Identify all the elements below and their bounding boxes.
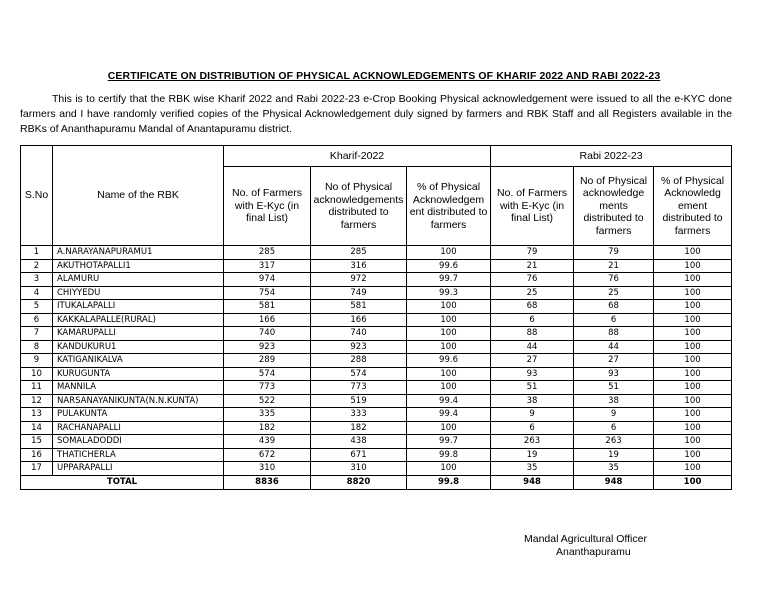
cell-sno: 3	[21, 273, 53, 287]
signature-title: Mandal Agricultural Officer	[524, 533, 647, 545]
cell-sno: 7	[21, 327, 53, 341]
cell-rabi-farmers: 88	[491, 327, 574, 341]
cell-kharif-farmers: 285	[224, 246, 311, 260]
cell-rbk-name: KAKKALAPALLE(RURAL)	[53, 313, 224, 327]
signature-place: Ananthapuramu	[556, 546, 631, 558]
cell-rabi-distributed: 76	[574, 273, 654, 287]
cell-rabi-distributed: 6	[574, 421, 654, 435]
cell-kharif-farmers: 740	[224, 327, 311, 341]
cell-rabi-distributed: 25	[574, 286, 654, 300]
header-kharif-farmers: No. of Farmers with E-Kyc (in final List)	[224, 167, 311, 246]
cell-kharif-distributed: 519	[311, 394, 407, 408]
cell-rabi-farmers: 35	[491, 462, 574, 476]
signature-block	[524, 533, 647, 559]
cell-kharif-percent: 100	[407, 462, 491, 476]
cell-kharif-farmers: 754	[224, 286, 311, 300]
cell-kharif-farmers: 439	[224, 435, 311, 449]
cell-sno: 16	[21, 448, 53, 462]
cell-sno: 6	[21, 313, 53, 327]
cell-rbk-name: KURUGUNTA	[53, 367, 224, 381]
cell-kharif-percent: 100	[407, 313, 491, 327]
intro-paragraph: This is to certify that the RBK wise Kharif 2022 and Rabi 2022-23 e-Crop Booking Physical acknowledgement were issued to all the e-KYC done farmers and I have randomly verified copies of the Physical Acknowledgement duly signed by farmers and RBK Staff and all Registers available in the RBKs of Ananthapuramu Mandal of Anantapuramu district.	[20, 93, 732, 135]
cell-rabi-percent: 100	[654, 435, 732, 449]
cell-rabi-farmers: 76	[491, 273, 574, 287]
cell-rbk-name: UPPARAPALLI	[53, 462, 224, 476]
cell-rabi-farmers: 25	[491, 286, 574, 300]
cell-kharif-farmers: 574	[224, 367, 311, 381]
cell-rabi-percent: 100	[654, 246, 732, 260]
cell-rabi-farmers: 21	[491, 259, 574, 273]
cell-rabi-percent: 100	[654, 259, 732, 273]
cell-kharif-percent: 99.3	[407, 286, 491, 300]
cell-kharif-percent: 100	[407, 367, 491, 381]
table-row	[21, 421, 732, 435]
total-rabi-distributed: 948	[574, 475, 654, 489]
cell-kharif-distributed: 288	[311, 354, 407, 368]
total-label: TOTAL	[21, 475, 224, 489]
cell-rbk-name: RACHANAPALLI	[53, 421, 224, 435]
cell-rabi-percent: 100	[654, 367, 732, 381]
cell-kharif-distributed: 923	[311, 340, 407, 354]
cell-rabi-farmers: 27	[491, 354, 574, 368]
cell-kharif-percent: 99.8	[407, 448, 491, 462]
cell-rabi-percent: 100	[654, 408, 732, 422]
cell-rbk-name: CHIYYEDU	[53, 286, 224, 300]
cell-rbk-name: AKUTHOTAPALLI1	[53, 259, 224, 273]
cell-rabi-percent: 100	[654, 421, 732, 435]
cell-rabi-farmers: 79	[491, 246, 574, 260]
cell-kharif-percent: 100	[407, 340, 491, 354]
table-row	[21, 435, 732, 449]
total-kharif-farmers: 8836	[224, 475, 311, 489]
cell-rabi-percent: 100	[654, 354, 732, 368]
cell-rabi-percent: 100	[654, 340, 732, 354]
table-body	[21, 246, 732, 490]
distribution-table	[20, 145, 732, 490]
cell-sno: 9	[21, 354, 53, 368]
cell-kharif-farmers: 581	[224, 300, 311, 314]
cell-kharif-farmers: 335	[224, 408, 311, 422]
cell-sno: 14	[21, 421, 53, 435]
total-rabi-percent: 100	[654, 475, 732, 489]
cell-sno: 12	[21, 394, 53, 408]
cell-sno: 11	[21, 381, 53, 395]
cell-kharif-distributed: 749	[311, 286, 407, 300]
cell-rbk-name: KANDUKURU1	[53, 340, 224, 354]
table-row	[21, 286, 732, 300]
cell-kharif-percent: 100	[407, 327, 491, 341]
cell-rabi-farmers: 38	[491, 394, 574, 408]
cell-kharif-percent: 99.4	[407, 408, 491, 422]
cell-rabi-farmers: 6	[491, 421, 574, 435]
cell-kharif-farmers: 974	[224, 273, 311, 287]
cell-rabi-distributed: 38	[574, 394, 654, 408]
cell-kharif-percent: 100	[407, 300, 491, 314]
cell-rbk-name: ALAMURU	[53, 273, 224, 287]
header-rabi-farmers: No. of Farmers with E-Kyc (in final List)	[491, 167, 574, 246]
cell-kharif-farmers: 289	[224, 354, 311, 368]
table-row	[21, 340, 732, 354]
cell-sno: 10	[21, 367, 53, 381]
header-rbk-name: Name of the RBK	[53, 146, 224, 246]
table-row	[21, 313, 732, 327]
cell-kharif-distributed: 740	[311, 327, 407, 341]
cell-sno: 2	[21, 259, 53, 273]
cell-kharif-farmers: 166	[224, 313, 311, 327]
cell-rbk-name: KAMARUPALLI	[53, 327, 224, 341]
table-row	[21, 327, 732, 341]
cell-rabi-distributed: 21	[574, 259, 654, 273]
table-row	[21, 367, 732, 381]
cell-kharif-farmers: 773	[224, 381, 311, 395]
cell-sno: 8	[21, 340, 53, 354]
header-kharif-distributed: No of Physical acknowledgements distributed to farmers	[311, 167, 407, 246]
cell-kharif-farmers: 310	[224, 462, 311, 476]
cell-rabi-farmers: 93	[491, 367, 574, 381]
cell-sno: 13	[21, 408, 53, 422]
cell-rbk-name: PULAKUNTA	[53, 408, 224, 422]
cell-kharif-percent: 100	[407, 381, 491, 395]
header-sno: S.No	[21, 146, 53, 246]
cell-rbk-name: ITUKALAPALLI	[53, 300, 224, 314]
cell-rabi-farmers: 68	[491, 300, 574, 314]
cell-kharif-distributed: 182	[311, 421, 407, 435]
cell-rabi-distributed: 79	[574, 246, 654, 260]
table-row	[21, 259, 732, 273]
cell-rabi-distributed: 51	[574, 381, 654, 395]
cell-rabi-distributed: 35	[574, 462, 654, 476]
cell-rbk-name: A.NARAYANAPURAMU1	[53, 246, 224, 260]
cell-kharif-farmers: 672	[224, 448, 311, 462]
cell-kharif-percent: 100	[407, 246, 491, 260]
cell-rabi-farmers: 263	[491, 435, 574, 449]
cell-kharif-distributed: 316	[311, 259, 407, 273]
cell-rabi-percent: 100	[654, 313, 732, 327]
cell-kharif-farmers: 923	[224, 340, 311, 354]
table-row	[21, 354, 732, 368]
cell-kharif-distributed: 438	[311, 435, 407, 449]
cell-rabi-percent: 100	[654, 327, 732, 341]
cell-rabi-distributed: 44	[574, 340, 654, 354]
cell-kharif-percent: 99.6	[407, 354, 491, 368]
cell-rbk-name: THATICHERLA	[53, 448, 224, 462]
header-kharif-percent: % of Physical Acknowledgem ent distributed to farmers	[407, 167, 491, 246]
cell-rabi-distributed: 68	[574, 300, 654, 314]
cell-kharif-distributed: 333	[311, 408, 407, 422]
cell-sno: 15	[21, 435, 53, 449]
header-kharif: Kharif-2022	[224, 146, 491, 167]
total-kharif-distributed: 8820	[311, 475, 407, 489]
cell-rabi-distributed: 6	[574, 313, 654, 327]
cell-rabi-distributed: 19	[574, 448, 654, 462]
cell-rbk-name: SOMALADODDI	[53, 435, 224, 449]
cell-rabi-percent: 100	[654, 381, 732, 395]
cell-kharif-farmers: 317	[224, 259, 311, 273]
cell-kharif-distributed: 972	[311, 273, 407, 287]
cell-sno: 5	[21, 300, 53, 314]
cell-rabi-percent: 100	[654, 448, 732, 462]
total-rabi-farmers: 948	[491, 475, 574, 489]
header-rabi-percent: % of Physical Acknowledg ement distributed to farmers	[654, 167, 732, 246]
cell-kharif-distributed: 773	[311, 381, 407, 395]
cell-rabi-distributed: 9	[574, 408, 654, 422]
cell-rabi-percent: 100	[654, 394, 732, 408]
cell-rabi-percent: 100	[654, 300, 732, 314]
table-row	[21, 300, 732, 314]
table-row	[21, 246, 732, 260]
cell-kharif-percent: 99.6	[407, 259, 491, 273]
cell-rbk-name: MANNILA	[53, 381, 224, 395]
cell-kharif-distributed: 574	[311, 367, 407, 381]
cell-rabi-distributed: 93	[574, 367, 654, 381]
header-rabi-distributed: No of Physical acknowledge ments distributed to farmers	[574, 167, 654, 246]
table-row	[21, 273, 732, 287]
cell-rabi-percent: 100	[654, 462, 732, 476]
table-row	[21, 408, 732, 422]
cell-kharif-percent: 99.4	[407, 394, 491, 408]
cell-sno: 17	[21, 462, 53, 476]
cell-rabi-farmers: 44	[491, 340, 574, 354]
total-row	[21, 475, 732, 489]
cell-rabi-farmers: 19	[491, 448, 574, 462]
cell-kharif-farmers: 182	[224, 421, 311, 435]
header-rabi: Rabi 2022-23	[491, 146, 732, 167]
cell-rabi-distributed: 88	[574, 327, 654, 341]
total-kharif-percent: 99.8	[407, 475, 491, 489]
table-row	[21, 381, 732, 395]
cell-kharif-distributed: 310	[311, 462, 407, 476]
cell-kharif-percent: 99.7	[407, 273, 491, 287]
certificate-title: CERTIFICATE ON DISTRIBUTION OF PHYSICAL ACKNOWLEDGEMENTS OF KHARIF 2022 AND RABI 2022-23	[107, 70, 661, 82]
table-row	[21, 448, 732, 462]
cell-rbk-name: KATIGANIKALVA	[53, 354, 224, 368]
table-row	[21, 394, 732, 408]
cell-rabi-percent: 100	[654, 273, 732, 287]
cell-rabi-farmers: 51	[491, 381, 574, 395]
cell-rbk-name: NARSANAYANIKUNTA(N.N.KUNTA)	[53, 394, 224, 408]
cell-kharif-percent: 100	[407, 421, 491, 435]
cell-kharif-percent: 99.7	[407, 435, 491, 449]
cell-rabi-distributed: 263	[574, 435, 654, 449]
cell-rabi-farmers: 6	[491, 313, 574, 327]
cell-kharif-distributed: 166	[311, 313, 407, 327]
table-row	[21, 462, 732, 476]
cell-rabi-distributed: 27	[574, 354, 654, 368]
cell-kharif-distributed: 285	[311, 246, 407, 260]
cell-rabi-percent: 100	[654, 286, 732, 300]
cell-rabi-farmers: 9	[491, 408, 574, 422]
cell-kharif-distributed: 671	[311, 448, 407, 462]
cell-kharif-distributed: 581	[311, 300, 407, 314]
cell-sno: 4	[21, 286, 53, 300]
cell-sno: 1	[21, 246, 53, 260]
cell-kharif-farmers: 522	[224, 394, 311, 408]
